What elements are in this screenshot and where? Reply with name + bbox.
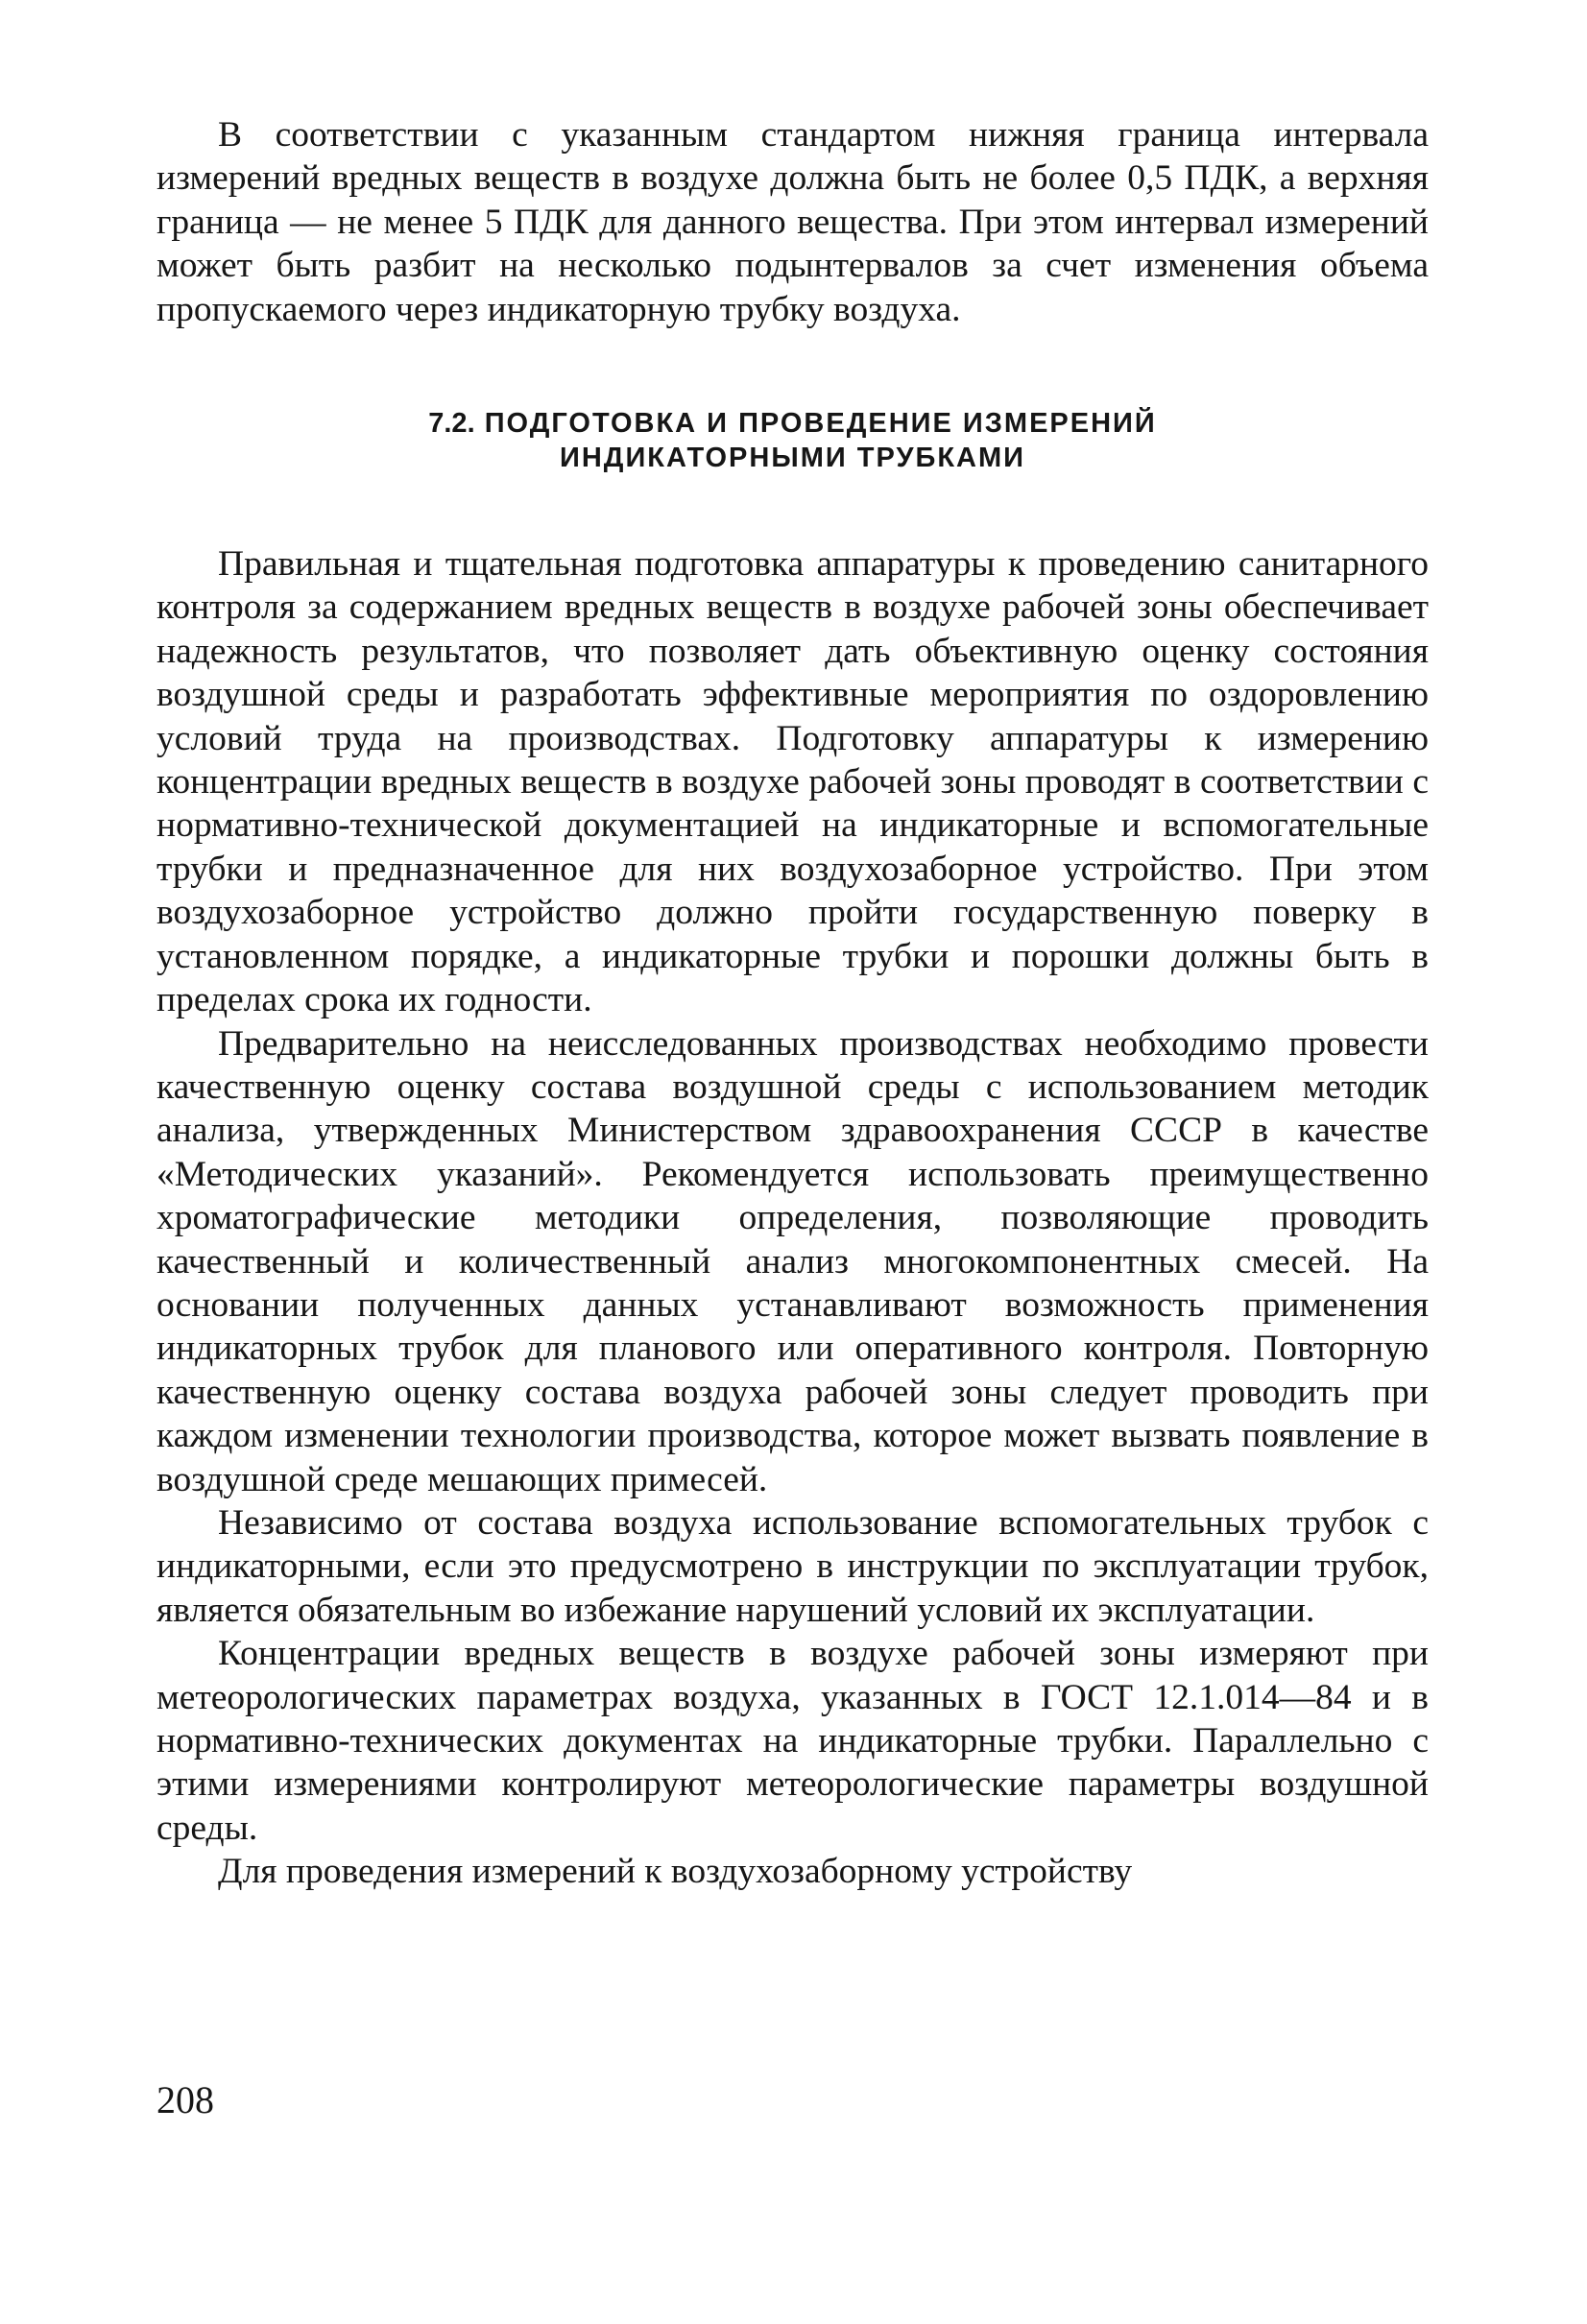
section-heading [156,406,1429,475]
page-number: 208 [156,2078,214,2121]
paragraph-4: Концентрации вредных веществ в воздухе рабочей зоны измеряют при метеорологических параметрах воздуха, указанных в ГОСТ 12.1.014—84 и в нормативно-технических документах на индикаторные трубки. Параллельно с этими измерениями контролируют метеорологические параметры воздушной среды. [156,1634,1429,1848]
paragraph-1: Правильная и тщательная подготовка аппаратуры к проведению санитарного контроля за содержанием вредных веществ в воздухе рабочей зоны обеспечивает надежность результатов, что позволяет дать объективную оценку состояния воздушной среды и разработать эффективные мероприятия по оздоровлению условий труда на производствах. Подготовку аппаратуры к измерению концентрации вредных веществ в воздухе рабочей зоны проводят в соответствии с нормативно-технической документацией на индикаторные и вспомогательные трубки и предназначенное для них воздухозаборное устройство. При этом воздухозаборное устройство должно пройти государственную поверку в установленном порядке, а индикаторные трубки и порошки должны быть в пределах срока их годности. [156,544,1429,1020]
section-title-line1: ПОДГОТОВКА И ПРОВЕДЕНИЕ ИЗМЕРЕНИЙ [484,408,1157,440]
section-number: 7.2. [428,408,475,440]
page-body [156,113,1429,1894]
paragraph-intro: В соответствии с указанным стандартом нижняя граница интервала измерений вредных веществ в воздухе должна быть не более 0,5 ПДК, а верхняя граница — не менее 5 ПДК для данного вещества. При этом интервал измерений может быть разбит на несколько подынтервалов за счет изменения объема пропускаемого через индикаторную трубку воздуха. [156,115,1429,329]
paragraph-3: Независимо от состава воздуха использование вспомогательных трубок с индикаторными, если это предусмотрено в инструкции по эксплуатации трубок, является обязательным во избежание нарушений условий их эксплуатации. [156,1502,1429,1630]
section-heading-line1 [156,406,1429,441]
section-title-line2: ИНДИКАТОРНЫМИ ТРУБКАМИ [560,443,1025,474]
paragraph-5: Для проведения измерений к воздухозаборному устройству [218,1852,1133,1892]
paragraph-2: Предварительно на неисследованных производствах необходимо провести качественную оценку состава воздушной среды с использованием методик анализа, утвержденных Министерством здравоохранения СССР в качестве «Методических указаний». Рекомендуется использовать преимущественно хроматографические методики определения, позволяющие проводить качественный и количественный анализ многокомпонентных смесей. На основании полученных данных устанавливают возможность применения индикаторных трубок для планового или оперативного контроля. Повторную качественную оценку состава воздуха рабочей зоны следует проводить при каждом изменении технологии производства, которое может вызвать появление в воздушной среде мешающих примесей. [156,1023,1429,1499]
